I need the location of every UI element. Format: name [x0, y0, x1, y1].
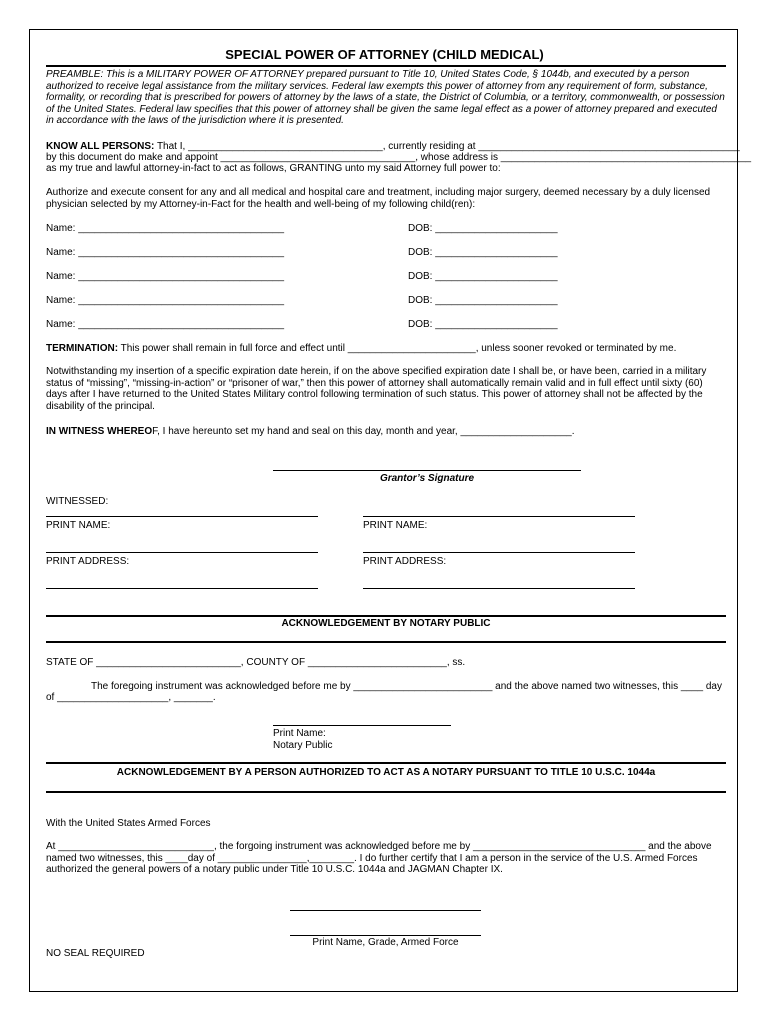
- military-notary-heading: ACKNOWLEDGEMENT BY A PERSON AUTHORIZED TO ACT AS A NOTARY PURSUANT TO TITLE 10 U.S.C. 1044a: [116, 767, 656, 778]
- military-top-rule: [46, 762, 726, 764]
- child-dob-field[interactable]: DOB: ______________________: [408, 223, 558, 234]
- notary-heading: ACKNOWLEDGEMENT BY NOTARY PUBLIC: [281, 618, 491, 629]
- witness2-print-name-label: PRINT NAME:: [363, 520, 428, 531]
- termination-text: This power shall remain in full force and effect until _______________________, unless sooner revoked or terminated by me.: [118, 343, 677, 354]
- witness1-print-address-label: PRINT ADDRESS:: [46, 556, 130, 567]
- print-name-grade-label: Print Name, Grade, Armed Force: [312, 937, 459, 948]
- grantor-signature-label: Grantor’s Signature: [379, 473, 475, 484]
- witnessed-label: WITNESSED:: [46, 496, 109, 507]
- child-dob-field[interactable]: DOB: ______________________: [408, 247, 558, 258]
- know-line1-text: That I, ___________________________________, currently residing at _______________________________________________: [154, 141, 740, 152]
- witness1-address-line[interactable]: [46, 588, 318, 589]
- armed-forces-label: With the United States Armed Forces: [46, 818, 211, 829]
- witness1-signature-line[interactable]: [46, 516, 318, 517]
- know-all-persons-label: KNOW ALL PERSONS:: [46, 141, 155, 152]
- notary-bottom-rule: [46, 641, 726, 643]
- officer-signature-line[interactable]: [290, 910, 481, 911]
- child-name-field[interactable]: Name: _____________________________________: [46, 295, 285, 306]
- notary-foregoing-line1: The foregoing instrument was acknowledged before me by _________________________ and the above named two witnesses, this ____ day: [91, 681, 722, 692]
- termination-line: [46, 343, 676, 355]
- notwithstanding-paragraph: Notwithstanding my insertion of a specific expiration date herein, if on the above specified expiration date I shall be, or have been, carried in a military status of “missing”, “missing-in-action” or “prisoner of war,” then this power of attorney shall automatically remain valid and in full effect until sixty (60) days after I have returned to the United States Military control following termination of such status. This power of attorney shall not be affected by the disability of the principal.: [46, 366, 707, 412]
- title-rule: [46, 65, 726, 67]
- in-witness-line: [46, 426, 574, 438]
- military-acknowledgement-paragraph: At ____________________________, the forgoing instrument was acknowledged before me by _______________________________ and the above named two witnesses, this ____day of ________________,________. I do further certify that I am a person in the service of the U.S. Armed Forces authorized the general powers of a notary public under Title 10 U.S.C. 1044a and JAGMAN Chapter IX.: [46, 841, 712, 875]
- in-witness-label: IN WITNESS WHEREO: [46, 426, 153, 437]
- notary-top-rule: [46, 615, 726, 617]
- notary-public-label: Notary Public: [273, 740, 333, 751]
- child-name-field[interactable]: Name: _____________________________________: [46, 247, 285, 258]
- document-title: SPECIAL POWER OF ATTORNEY (CHILD MEDICAL): [225, 47, 544, 62]
- witness1-print-name-label: PRINT NAME:: [46, 520, 111, 531]
- child-name-field[interactable]: Name: _____________________________________: [46, 319, 285, 330]
- notary-signature-line[interactable]: [273, 725, 451, 726]
- no-seal-label: NO SEAL REQUIRED: [46, 948, 145, 959]
- state-county-line: STATE OF __________________________, COUNTY OF _________________________, ss.: [46, 657, 466, 668]
- officer-name-line[interactable]: [290, 935, 481, 936]
- military-bottom-rule: [46, 791, 726, 793]
- know-all-persons-line: [46, 141, 740, 153]
- authorize-paragraph: Authorize and execute consent for any and all medical and hospital care and treatment, including major surgery, deemed necessary by a duly licensed physician selected by my Attorney-in-Fact for the health and well-being of my following child(ren):: [46, 187, 711, 210]
- document-page: [29, 29, 752, 992]
- witness2-address-line[interactable]: [363, 588, 635, 589]
- preamble-paragraph: PREAMBLE: This is a MILITARY POWER OF ATTORNEY prepared pursuant to Title 10, United States Code, § 1044b, and executed by a person authorized to receive legal assistance from the military services. Federal law exempts this power of attorney from any requirement of form, substance, formality, or recording that is prescribed for powers of attorney by the laws of a state, the District of Columbia, or a territory, commonwealth, or possession of the United States. Federal law specifies that this power of attorney shall be given the same legal effect as a power of attorney prepared and executed in accordance with the laws of the jurisdiction where it is presented.: [46, 69, 725, 126]
- child-dob-field[interactable]: DOB: ______________________: [408, 271, 558, 282]
- child-dob-field[interactable]: DOB: ______________________: [408, 319, 558, 330]
- appoint-line: by this document do make and appoint ___________________________________, whose address is _____________________________________________: [46, 152, 752, 163]
- witness2-signature-line[interactable]: [363, 516, 635, 517]
- grantor-signature-line[interactable]: [273, 470, 581, 471]
- termination-label: TERMINATION:: [46, 343, 119, 354]
- notary-foregoing-line2: of ____________________, _______.: [46, 692, 216, 703]
- child-name-field[interactable]: Name: _____________________________________: [46, 271, 285, 282]
- child-name-field[interactable]: Name: _____________________________________: [46, 223, 285, 234]
- attorney-in-fact-line: as my true and lawful attorney-in-fact to act as follows, GRANTING unto my said Attorney full power to:: [46, 163, 501, 174]
- notary-print-name-label: Print Name:: [273, 728, 326, 739]
- witness2-name-line[interactable]: [363, 552, 635, 553]
- in-witness-text: F, I have hereunto set my hand and seal on this day, month and year, ____________________.: [152, 426, 575, 437]
- witness1-name-line[interactable]: [46, 552, 318, 553]
- witness2-print-address-label: PRINT ADDRESS:: [363, 556, 447, 567]
- child-dob-field[interactable]: DOB: ______________________: [408, 295, 558, 306]
